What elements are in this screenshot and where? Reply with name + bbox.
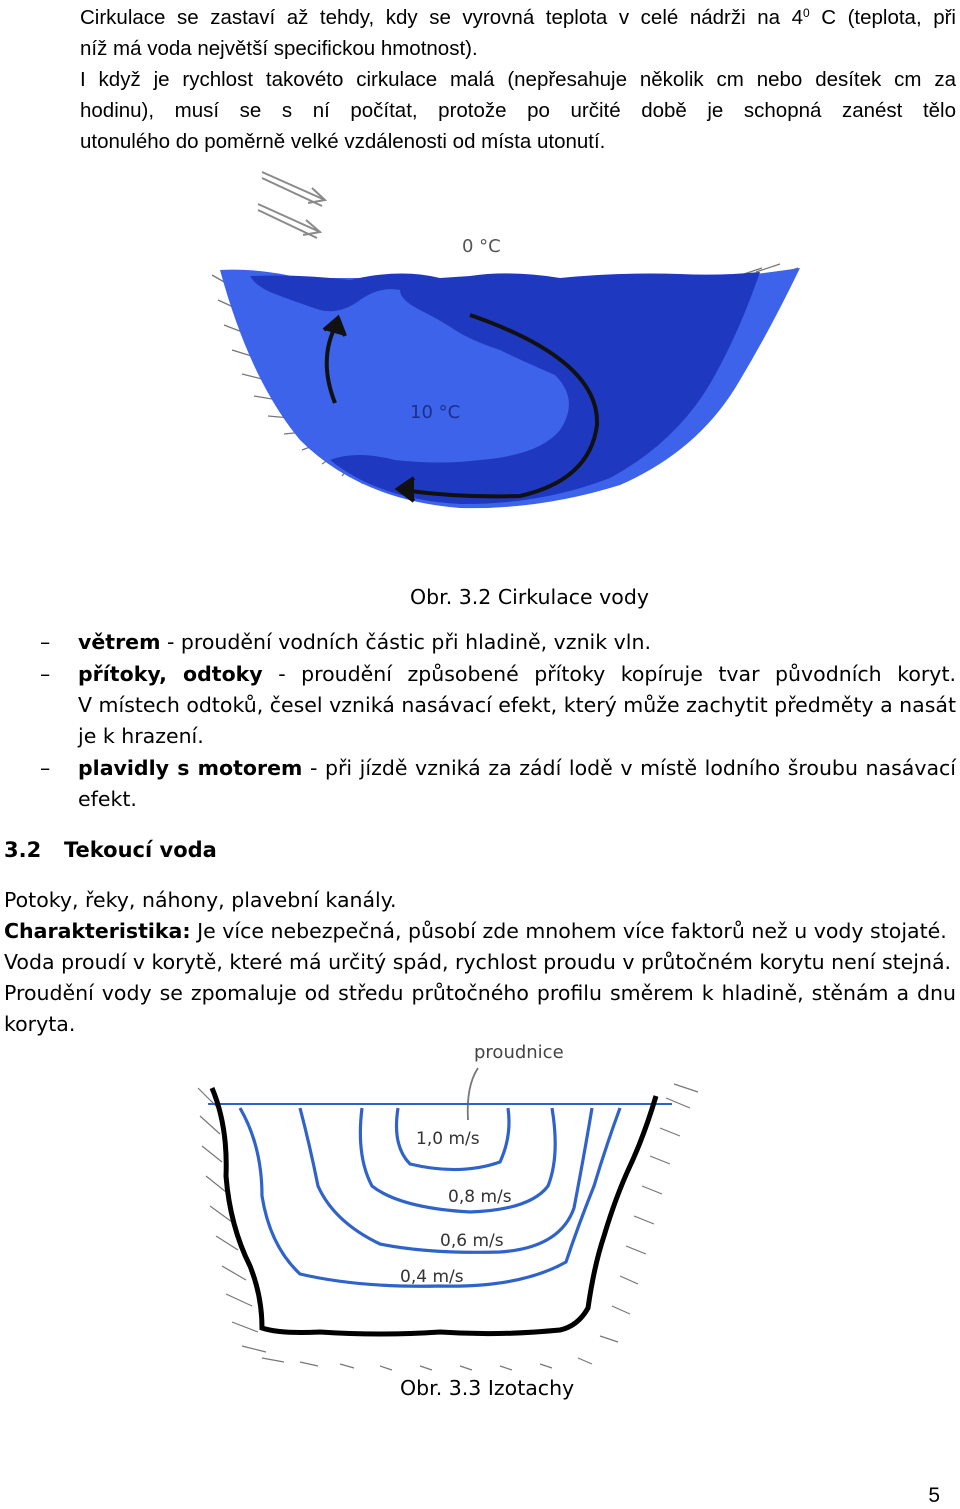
page-number: 5 — [928, 1484, 940, 1507]
isotach-label: 0,8 m/s — [448, 1187, 512, 1207]
isotach-label: 1,0 m/s — [416, 1129, 480, 1149]
figure-3-2-caption: Obr. 3.2 Cirkulace vody — [410, 585, 649, 609]
isotach-label: 0,6 m/s — [440, 1231, 504, 1251]
intro-line-2: níž má voda největší specifickou hmotnost). — [80, 37, 478, 60]
bullet-dash: – — [40, 756, 51, 780]
figure-3-3-caption: Obr. 3.3 Izotachy — [400, 1376, 575, 1400]
surface-temp-label: 0 °C — [462, 236, 501, 257]
bullet-label: větrem — [78, 630, 161, 654]
bullet-wind: – větrem - proudění vodních částic při hladině, vznik vln. — [40, 627, 956, 658]
section-body — [4, 885, 956, 1040]
section-number: 3.2 — [4, 838, 42, 862]
deep-temp-label: 10 °C — [410, 402, 461, 423]
intro-line-3: I když je rychlost takovéto cirkulace malá (nepřesahuje několik cm nebo desítek cm za — [80, 68, 956, 91]
section-line-2: Charakteristika: Je více nebezpečná, působí zde mnohem více faktorů než u vody stojaté. — [4, 919, 947, 943]
intro-line-4: hodinu), musí se s ní počítat, protože po určité době je schopná zanést tělo — [80, 99, 956, 122]
thalweg-label: proudnice — [474, 1042, 564, 1063]
channel-hatching — [198, 1084, 698, 1370]
circulation-figure — [0, 160, 960, 580]
isotach-label: 0,4 m/s — [400, 1267, 464, 1287]
bullet-label: plavidly s motorem — [78, 756, 303, 780]
bullet-dash: – — [40, 630, 51, 654]
bullet-boats: – plavidly s motorem - při jízdě vzniká za zádí lodě v místě lodního šroubu nasávací efekt. — [40, 753, 956, 815]
section-line-1: Potoky, řeky, náhony, plavební kanály. — [4, 888, 397, 912]
wind-arrows — [258, 172, 325, 238]
section-line-5: koryta. — [4, 1012, 76, 1036]
section-heading — [4, 838, 217, 862]
section-line-4: Proudění vody se zpomaluje od středu průtočného profilu směrem k hladině, stěnám a dnu — [4, 981, 956, 1005]
section-title: Tekoucí voda — [64, 838, 217, 862]
isotach-figure — [0, 1036, 960, 1376]
intro-line-5: utonulého do poměrně velké vzdálenosti od místa utonutí. — [80, 130, 606, 153]
section-line-3: Voda proudí v korytě, které má určitý spád, rychlost proudu v průtočném korytu není stejná. — [4, 950, 952, 974]
intro-line-1: Cirkulace se zastaví až tehdy, kdy se vyrovná teplota v celé nádrži na $4^0$ C (teplota, při — [80, 6, 956, 29]
bullet-label: přítoky, odtoky — [78, 662, 263, 686]
thalweg-arrow — [468, 1068, 478, 1120]
bullet-dash: – — [40, 662, 51, 686]
intro-paragraph — [80, 2, 956, 157]
bullet-inflows: – přítoky, odtoky - proudění způsobené přítoky kopíruje tvar původních koryt. V místech odtoků, česel vzniká nasávací efekt, který může zachytit předměty a nasát je k hrazení. — [40, 659, 956, 752]
